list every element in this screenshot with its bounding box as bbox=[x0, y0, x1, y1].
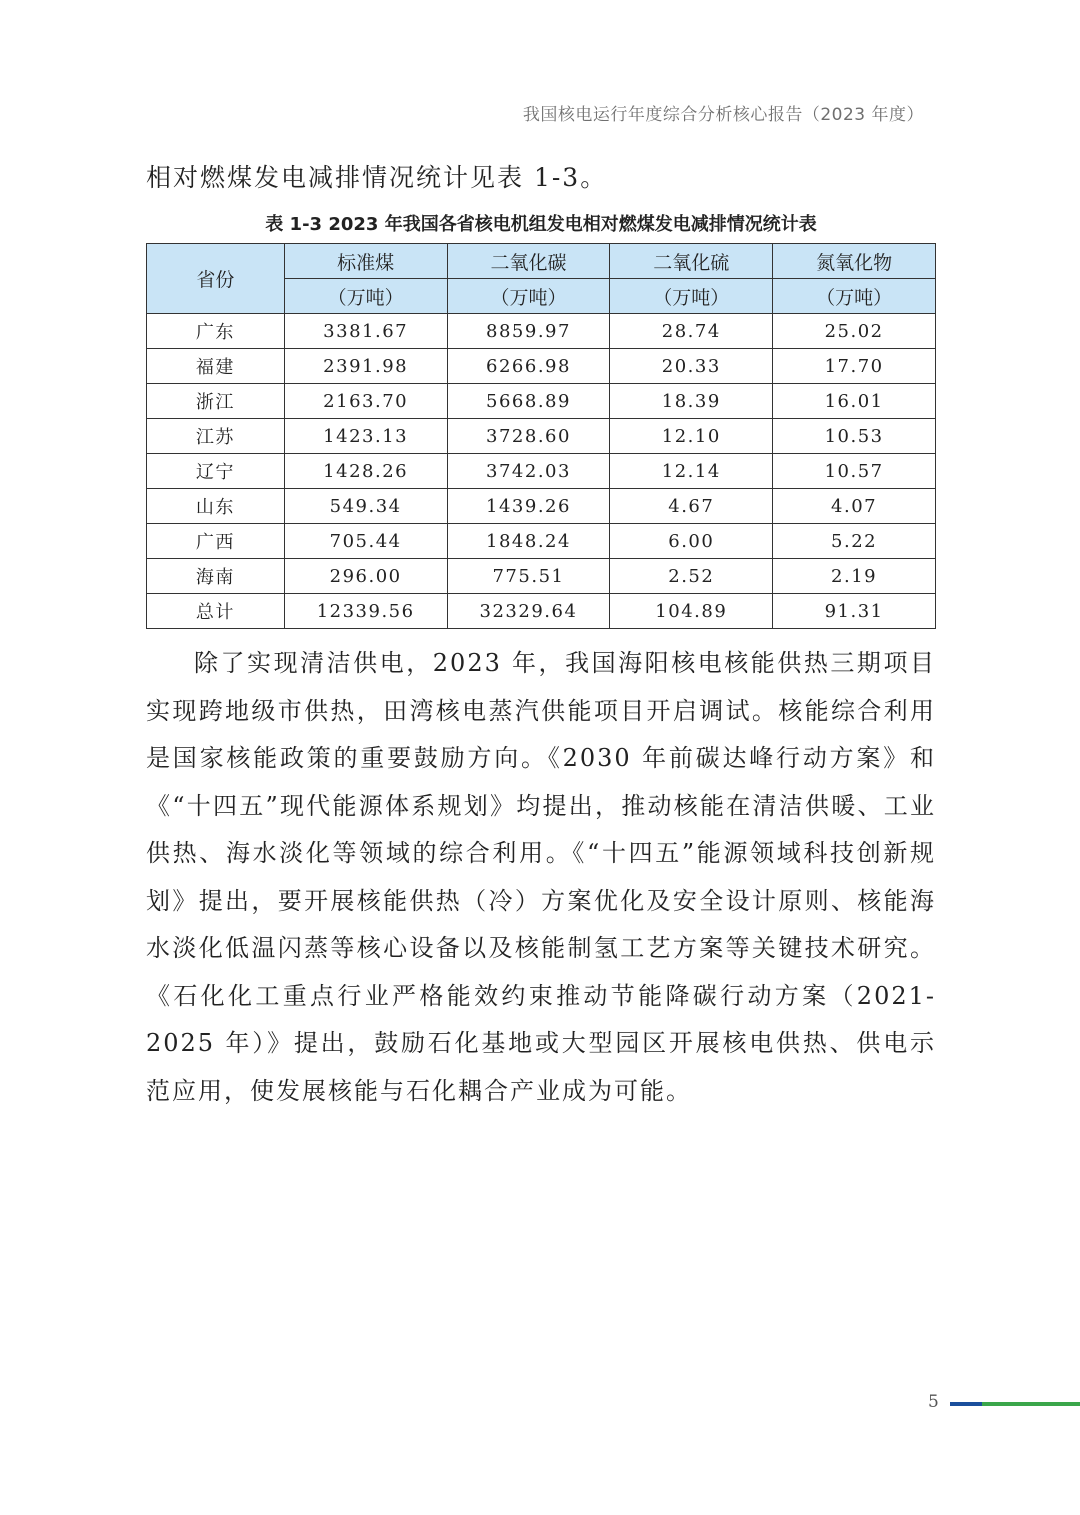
cell-so2: 4.67 bbox=[610, 489, 773, 524]
table-row bbox=[147, 314, 936, 349]
table-row bbox=[147, 489, 936, 524]
cell-coal: 1428.26 bbox=[284, 454, 447, 489]
cell-co2: 3742.03 bbox=[447, 454, 610, 489]
header-province: 省份 bbox=[147, 244, 285, 314]
table-row bbox=[147, 454, 936, 489]
cell-nox: 17.70 bbox=[773, 349, 936, 384]
intro-text: 相对燃煤发电减排情况统计见表 1-3。 bbox=[146, 163, 608, 192]
cell-so2: 28.74 bbox=[610, 314, 773, 349]
table-total-row bbox=[147, 594, 936, 629]
cell-so2: 20.33 bbox=[610, 349, 773, 384]
cell-nox: 91.31 bbox=[773, 594, 936, 629]
header-co2: 二氧化碳 bbox=[447, 244, 610, 279]
table-row bbox=[147, 524, 936, 559]
cell-so2: 12.10 bbox=[610, 419, 773, 454]
cell-nox: 2.19 bbox=[773, 559, 936, 594]
cell-coal: 12339.56 bbox=[284, 594, 447, 629]
footer-bar-blue bbox=[950, 1402, 982, 1406]
cell-coal: 705.44 bbox=[284, 524, 447, 559]
cell-province: 山东 bbox=[147, 489, 285, 524]
cell-so2: 2.52 bbox=[610, 559, 773, 594]
cell-co2: 775.51 bbox=[447, 559, 610, 594]
table-header bbox=[147, 244, 936, 314]
table-row bbox=[147, 349, 936, 384]
cell-so2: 6.00 bbox=[610, 524, 773, 559]
cell-so2: 12.14 bbox=[610, 454, 773, 489]
cell-so2: 104.89 bbox=[610, 594, 773, 629]
header-coal: 标准煤 bbox=[284, 244, 447, 279]
cell-coal: 296.00 bbox=[284, 559, 447, 594]
cell-coal: 1423.13 bbox=[284, 419, 447, 454]
cell-province: 江苏 bbox=[147, 419, 285, 454]
header-unit: （万吨） bbox=[284, 279, 447, 314]
cell-province: 福建 bbox=[147, 349, 285, 384]
cell-co2: 1848.24 bbox=[447, 524, 610, 559]
cell-nox: 25.02 bbox=[773, 314, 936, 349]
header-unit: （万吨） bbox=[773, 279, 936, 314]
cell-province: 总计 bbox=[147, 594, 285, 629]
cell-co2: 6266.98 bbox=[447, 349, 610, 384]
cell-nox: 10.57 bbox=[773, 454, 936, 489]
cell-coal: 3381.67 bbox=[284, 314, 447, 349]
header-nox: 氮氧化物 bbox=[773, 244, 936, 279]
cell-co2: 5668.89 bbox=[447, 384, 610, 419]
table-caption: 表 1-3 2023 年我国各省核电机组发电相对燃煤发电减排情况统计表 bbox=[265, 214, 817, 235]
header-so2: 二氧化硫 bbox=[610, 244, 773, 279]
header-unit: （万吨） bbox=[610, 279, 773, 314]
cell-coal: 2391.98 bbox=[284, 349, 447, 384]
body-paragraph: 除了实现清洁供电，2023 年，我国海阳核电核能供热三期项目实现跨地级市供热，田湾核电蒸汽供能项目开启调试。核能综合利用是国家核能政策的重要鼓励方向。《2030 年前碳达峰行动方案》和《“十四五”现代能源体系规划》均提出，推动核能在清洁供暖、工业供热、海水淡化等领域的综合利用。《“十四五”能源领域科技创新规划》提出，要开展核能供热（冷）方案优化及安全设计原则、核能海水淡化低温闪蒸等核心设备以及核能制氢工艺方案等关键技术研究。《石化化工重点行业严格能效约束推动节能降碳行动方案（2021-2025 年）》提出，鼓励石化基地或大型园区开展核电供热、供电示范应用，使发展核能与石化耦合产业成为可能。 bbox=[146, 649, 936, 1105]
cell-co2: 3728.60 bbox=[447, 419, 610, 454]
cell-co2: 8859.97 bbox=[447, 314, 610, 349]
cell-co2: 32329.64 bbox=[447, 594, 610, 629]
cell-nox: 5.22 bbox=[773, 524, 936, 559]
table-row bbox=[147, 419, 936, 454]
cell-coal: 2163.70 bbox=[284, 384, 447, 419]
table-row bbox=[147, 384, 936, 419]
page-number: 5 bbox=[928, 1392, 939, 1412]
running-header: 我国核电运行年度综合分析核心报告（2023 年度） bbox=[522, 105, 924, 125]
cell-nox: 4.07 bbox=[773, 489, 936, 524]
header-unit: （万吨） bbox=[447, 279, 610, 314]
cell-province: 海南 bbox=[147, 559, 285, 594]
cell-co2: 1439.26 bbox=[447, 489, 610, 524]
cell-nox: 10.53 bbox=[773, 419, 936, 454]
cell-province: 广西 bbox=[147, 524, 285, 559]
cell-coal: 549.34 bbox=[284, 489, 447, 524]
cell-so2: 18.39 bbox=[610, 384, 773, 419]
footer-bar-green bbox=[982, 1402, 1080, 1406]
emission-reduction-table bbox=[146, 243, 936, 629]
cell-province: 浙江 bbox=[147, 384, 285, 419]
table-row bbox=[147, 559, 936, 594]
cell-province: 广东 bbox=[147, 314, 285, 349]
cell-province: 辽宁 bbox=[147, 454, 285, 489]
cell-nox: 16.01 bbox=[773, 384, 936, 419]
